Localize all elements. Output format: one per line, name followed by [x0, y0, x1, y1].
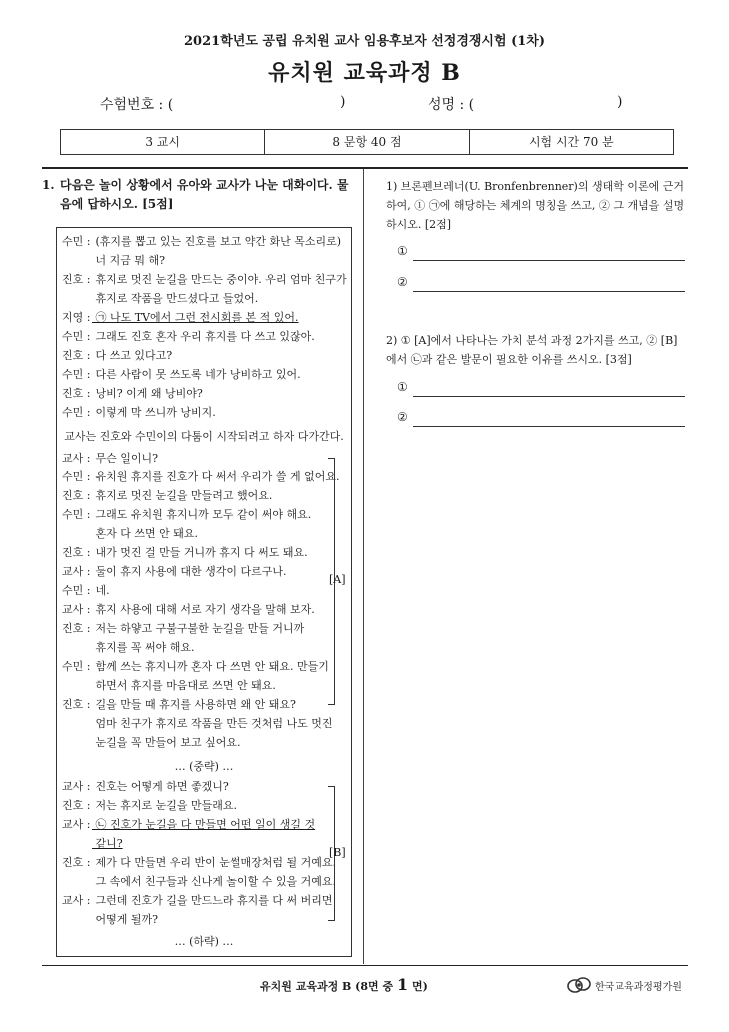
utterance-text: 휴지 사용에 대해 서로 자기 생각을 말해 보자. [92, 603, 315, 616]
exam-title: 2021학년도 공립 유치원 교사 임용후보자 선정경쟁시험 (1차) [184, 34, 545, 49]
speaker-name: 수민 : [62, 470, 91, 483]
dialogue-line [62, 913, 348, 927]
exam-number-label: 수험번호 : ( [100, 97, 174, 113]
dialogue-line [62, 387, 348, 401]
answer-1-2-line[interactable] [413, 291, 685, 292]
utterance-text: 어떻게 될까? [92, 913, 159, 926]
utterance-text: 낭비? 이게 왜 낭비야? [92, 387, 203, 400]
page-number: 1 [396, 975, 409, 994]
utterance-text: 저는 하얗고 구불구불한 눈길을 만들 거니까 [92, 622, 305, 635]
utterance-text: 휴지를 꼭 써야 해요. [92, 641, 195, 654]
time-cell: 시험 시간 70 분 [469, 130, 673, 154]
utterance-text: 길을 만들 때 휴지를 사용하면 왜 안 돼요? [92, 698, 296, 711]
subject-title: 유치원 교육과정 B [268, 60, 461, 86]
answer-2-1-label: ① [397, 380, 408, 394]
utterance-text: 저는 휴지로 눈길을 만들래요. [92, 799, 237, 812]
dialogue-line [62, 330, 348, 344]
speaker-name: 교사 : [62, 780, 91, 793]
subquestion-1: 1) 브론펜브레너(U. Bronfenbrenner)의 생태학 이론에 근거하여, ① ㉠에 해당하는 체계의 명칭을 쓰고, ② 그 개념을 설명하시오. [2점] [386, 180, 685, 231]
dialogue-line [62, 698, 348, 712]
dialogue-line [62, 470, 348, 484]
bottom-rule [42, 965, 688, 966]
dialogue-line [62, 273, 348, 287]
dialogue-line [62, 894, 348, 908]
utterance-text: 하면서 휴지를 마음대로 쓰면 안 돼요. [92, 679, 276, 692]
utterance-text: 다 쓰고 있다고? [92, 349, 173, 362]
name-close: ) [617, 94, 623, 110]
speaker-name: 교사 : [62, 894, 91, 907]
exam-number-close: ) [340, 94, 346, 110]
utterance-text: 둘이 휴지 사용에 대한 생각이 다르구나. [92, 565, 287, 578]
dialogue-line [62, 546, 348, 560]
speaker-name: 진호 : [62, 856, 91, 869]
dialogue-line [62, 875, 348, 889]
question-text: 다음은 놀이 상황에서 유아와 교사가 나눈 대화이다. 물음에 답하시오. [5점] [60, 178, 349, 211]
dialogue-line [62, 527, 348, 541]
utterance-text: ㉡ 진호가 눈길을 다 만들면 어떤 일이 생길 것 [92, 818, 316, 831]
speaker-name: 수민 : [62, 584, 91, 597]
answer-2-1-line[interactable] [413, 396, 685, 397]
utterance-text: (휴지를 뽑고 있는 진호를 보고 약간 화난 목소리로) [92, 235, 342, 248]
dialogue-line [62, 254, 348, 268]
speaker-name: 진호 : [62, 622, 91, 635]
utterance-text: 이렇게 막 쓰니까 낭비지. [92, 406, 216, 419]
dialogue-line [62, 679, 348, 693]
subquestion-2: 2) ① [A]에서 나타나는 가치 분석 과정 2가지를 쓰고, ② [B]에서 ㉡과 같은 발문이 필요한 이유를 쓰시오. [3점] [386, 334, 678, 366]
utterance-text: 함께 쓰는 휴지니까 혼자 다 쓰면 안 돼요. 만들기 [92, 660, 329, 673]
utterance-text: 그래도 유치원 휴지니까 모두 같이 써야 해요. [92, 508, 312, 521]
dialogue-line [62, 622, 348, 636]
top-rule [42, 167, 688, 169]
speaker-name: 수민 : [62, 235, 91, 248]
dialogue-line [62, 641, 348, 655]
bracket-b-label: [B] [329, 846, 346, 859]
speaker-name: 교사 : [62, 452, 91, 465]
dialogue-narration: 교사는 진호와 수민이의 다툼이 시작되려고 하자 다가간다. [64, 430, 344, 443]
speaker-name: 수민 : [62, 368, 91, 381]
answer-2-2-label: ② [397, 410, 408, 424]
utterance-text: 그 속에서 친구들과 신나게 놀이할 수 있을 거예요. [92, 875, 336, 888]
answer-2-2-line[interactable] [413, 426, 685, 427]
utterance-text: 다른 사람이 못 쓰도록 네가 낭비하고 있어. [92, 368, 301, 381]
dialogue-line [62, 818, 348, 832]
footer-title [260, 975, 428, 994]
dialogue-line [62, 799, 348, 813]
question-number: 1. [42, 178, 55, 192]
utterance-text: 엄마 친구가 휴지로 작품을 만든 것처럼 나도 멋진 [92, 717, 333, 730]
speaker-name: 교사 : [62, 603, 91, 616]
speaker-name: 진호 : [62, 489, 91, 502]
speaker-name: 진호 : [62, 349, 91, 362]
dialogue-line [62, 717, 348, 731]
speaker-name: 수민 : [62, 508, 91, 521]
utterance-text: 혼자 다 쓰면 안 돼요. [92, 527, 198, 540]
speaker-name: 진호 : [62, 698, 91, 711]
kice-logo-icon [566, 974, 592, 996]
dialogue-line [62, 837, 348, 851]
utterance-text: 눈길을 꼭 만들어 보고 싶어요. [92, 736, 241, 749]
dialogue-line [62, 856, 348, 870]
dialogue-narration: … (하략) … [174, 935, 234, 948]
question-1-prompt [42, 176, 357, 214]
dialogue-line [62, 565, 348, 579]
dialogue-line [62, 780, 348, 794]
answer-1-1-label: ① [397, 244, 408, 258]
utterance-text: 너 지금 뭐 해? [92, 254, 166, 267]
dialogue-line [62, 660, 348, 674]
speaker-name: 수민 : [62, 406, 91, 419]
utterance-text: 휴지로 멋진 눈길을 만드는 중이야. 우리 엄마 친구가 [92, 273, 347, 286]
org-logo [566, 974, 682, 996]
speaker-name: 교사 : [62, 565, 91, 578]
dialogue-narration: … (중략) … [174, 760, 234, 773]
exam-info-bar [60, 129, 674, 155]
utterance-text: 휴지로 멋진 눈길을 만들려고 했어요. [92, 489, 273, 502]
dialogue-line [62, 292, 348, 306]
dialogue-line [62, 584, 348, 598]
answer-1-1-line[interactable] [413, 260, 685, 261]
dialogue-line [62, 311, 348, 325]
items-points-cell: 8 문항 40 점 [264, 130, 468, 154]
name-label: 성명 : ( [428, 97, 475, 113]
utterance-text: 네. [92, 584, 110, 597]
utterance-text: 그런데 진호가 길을 만드느라 휴지를 다 써 버리면 [92, 894, 333, 907]
dialogue-line [62, 406, 348, 420]
speaker-name: 진호 : [62, 387, 91, 400]
speaker-name: 지영 : [62, 311, 91, 324]
utterance-text: 무슨 일이니? [92, 452, 159, 465]
speaker-name: 진호 : [62, 273, 91, 286]
dialogue-line [62, 349, 348, 363]
dialogue-line [62, 489, 348, 503]
speaker-name: 교사 : [62, 818, 91, 831]
dialogue-line [62, 736, 348, 750]
utterance-text: 같니? [92, 837, 123, 850]
dialogue-line [62, 452, 348, 466]
speaker-name: 진호 : [62, 799, 91, 812]
bracket-a-label: [A] [329, 573, 346, 586]
footer-subject: 유치원 교육과정 B (8면 중 [260, 980, 394, 993]
dialogue-line [62, 368, 348, 382]
period-cell: 3 교시 [145, 135, 180, 149]
speaker-name: 수민 : [62, 330, 91, 343]
utterance-text: 그래도 진호 혼자 우리 휴지를 다 쓰고 있잖아. [92, 330, 315, 343]
utterance-text: 유치원 휴지를 진호가 다 써서 우리가 쓸 게 없어요. [92, 470, 340, 483]
utterance-text: 내가 멋진 걸 만들 거니까 휴지 다 써도 돼요. [92, 546, 308, 559]
dialogue-line [62, 508, 348, 522]
utterance-text: ㉠ 나도 TV에서 그런 전시회를 본 적 있어. [92, 311, 299, 324]
speaker-name: 수민 : [62, 660, 91, 673]
speaker-name: 진호 : [62, 546, 91, 559]
org-name: 한국교육과정평가원 [595, 981, 682, 993]
dialogue-line [62, 603, 348, 617]
column-divider [363, 169, 364, 964]
answer-1-2-label: ② [397, 275, 408, 289]
utterance-text: 제가 다 만들면 우리 반이 눈썰매장처럼 될 거예요. [92, 856, 336, 869]
utterance-text: 진호는 어떻게 하면 좋겠니? [92, 780, 229, 793]
footer-page-suffix: 면) [411, 980, 428, 993]
utterance-text: 휴지로 작품을 만드셨다고 들었어. [92, 292, 259, 305]
dialogue-line [62, 235, 348, 249]
